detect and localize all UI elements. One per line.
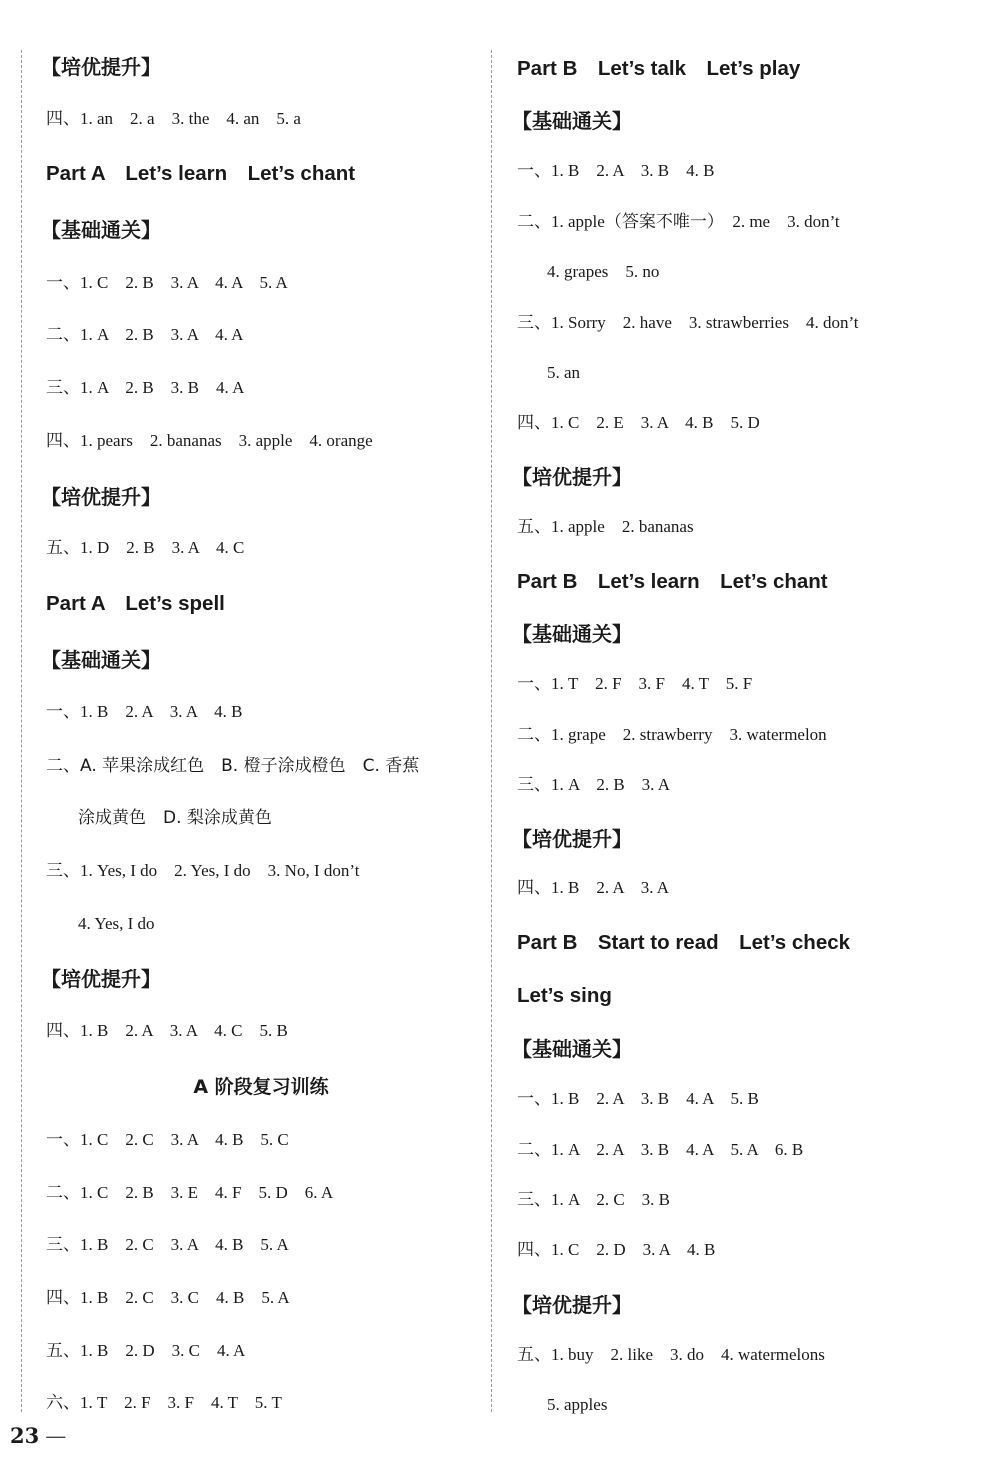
answer-line: 四、1. B 2. A 3. A bbox=[517, 878, 670, 897]
part-heading: Part B Start to read Let’s check bbox=[517, 931, 851, 954]
answer-line: 四、1. C 2. D 3. A 4. B bbox=[517, 1240, 716, 1259]
section-heading: 【培优提升】 bbox=[512, 1293, 632, 1317]
answer-line: 一、1. B 2. A 3. B 4. B bbox=[517, 161, 715, 180]
answer-line: 一、1. T 2. F 3. F 4. T 5. F bbox=[517, 674, 753, 693]
answer-line: 三、1. A 2. B 3. A bbox=[517, 775, 671, 794]
part-heading: Part A Let’s spell bbox=[46, 592, 225, 615]
part-heading: Let’s sing bbox=[517, 984, 612, 1007]
section-heading: 【基础通关】 bbox=[41, 218, 161, 242]
section-heading: 【培优提升】 bbox=[41, 967, 161, 991]
answer-line: 二、1. grape 2. strawberry 3. watermelon bbox=[517, 725, 827, 744]
answer-line: 5. apples bbox=[547, 1395, 608, 1414]
answer-line: 三、1. Yes, I do 2. Yes, I do 3. No, I don’t bbox=[46, 861, 360, 880]
answer-line: 5. an bbox=[547, 363, 581, 382]
answer-line: 四、1. B 2. C 3. C 4. B 5. A bbox=[46, 1288, 290, 1307]
page-number-dash: — bbox=[45, 1424, 67, 1448]
answer-line: 五、1. apple 2. bananas bbox=[517, 517, 694, 536]
answer-line: 一、1. B 2. A 3. A 4. B bbox=[46, 702, 243, 721]
answer-line: 二、1. A 2. A 3. B 4. A 5. A 6. B bbox=[517, 1140, 804, 1159]
answer-line: 涂成黄色 D. 梨涂成黄色 bbox=[78, 808, 272, 828]
left-margin-rule bbox=[21, 50, 22, 1412]
answer-line: 四、1. an 2. a 3. the 4. an 5. a bbox=[46, 109, 301, 128]
answer-line: 二、1. apple（答案不唯一） 2. me 3. don’t bbox=[517, 212, 840, 231]
answer-line: 一、1. C 2. B 3. A 4. A 5. A bbox=[46, 273, 288, 292]
section-heading: 【培优提升】 bbox=[512, 827, 632, 851]
review-heading: A 阶段复习训练 bbox=[193, 1076, 329, 1098]
answer-line: 五、1. B 2. D 3. C 4. A bbox=[46, 1341, 246, 1360]
answer-line: 三、1. Sorry 2. have 3. strawberries 4. don’t bbox=[517, 313, 859, 332]
answer-line: 四、1. C 2. E 3. A 4. B 5. D bbox=[517, 413, 760, 432]
answer-line: 六、1. T 2. F 3. F 4. T 5. T bbox=[46, 1393, 282, 1412]
section-heading: 【培优提升】 bbox=[41, 485, 161, 509]
part-heading: Part A Let’s learn Let’s chant bbox=[46, 162, 356, 185]
part-heading: Part B Let’s learn Let’s chant bbox=[517, 570, 828, 593]
answer-line: 4. grapes 5. no bbox=[547, 262, 660, 281]
answer-line: 三、1. A 2. B 3. B 4. A bbox=[46, 378, 245, 397]
answer-line: 五、1. D 2. B 3. A 4. C bbox=[46, 538, 245, 557]
section-heading: 【基础通关】 bbox=[512, 109, 632, 133]
answer-line: 五、1. buy 2. like 3. do 4. watermelons bbox=[517, 1345, 825, 1364]
page-footer bbox=[10, 1423, 66, 1448]
answer-line: 一、1. C 2. C 3. A 4. B 5. C bbox=[46, 1130, 289, 1149]
section-heading: 【培优提升】 bbox=[41, 55, 161, 79]
answer-line: 二、1. A 2. B 3. A 4. A bbox=[46, 325, 244, 344]
answer-line: 三、1. B 2. C 3. A 4. B 5. A bbox=[46, 1235, 289, 1254]
answer-line: 二、A. 苹果涂成红色 B. 橙子涂成橙色 C. 香蕉 bbox=[46, 756, 420, 776]
section-heading: 【基础通关】 bbox=[41, 648, 161, 672]
part-heading: Part B Let’s talk Let’s play bbox=[517, 57, 801, 80]
section-heading: 【基础通关】 bbox=[512, 622, 632, 646]
answer-line: 二、1. C 2. B 3. E 4. F 5. D 6. A bbox=[46, 1183, 334, 1202]
answer-line: 4. Yes, I do bbox=[78, 914, 155, 933]
answer-line: 一、1. B 2. A 3. B 4. A 5. B bbox=[517, 1089, 759, 1108]
section-heading: 【培优提升】 bbox=[512, 465, 632, 489]
answer-line: 四、1. B 2. A 3. A 4. C 5. B bbox=[46, 1021, 288, 1040]
section-heading: 【基础通关】 bbox=[512, 1037, 632, 1061]
answer-line: 四、1. pears 2. bananas 3. apple 4. orange bbox=[46, 431, 373, 450]
column-divider bbox=[491, 50, 492, 1412]
page-number: 23 bbox=[10, 1423, 40, 1448]
answer-line: 三、1. A 2. C 3. B bbox=[517, 1190, 671, 1209]
